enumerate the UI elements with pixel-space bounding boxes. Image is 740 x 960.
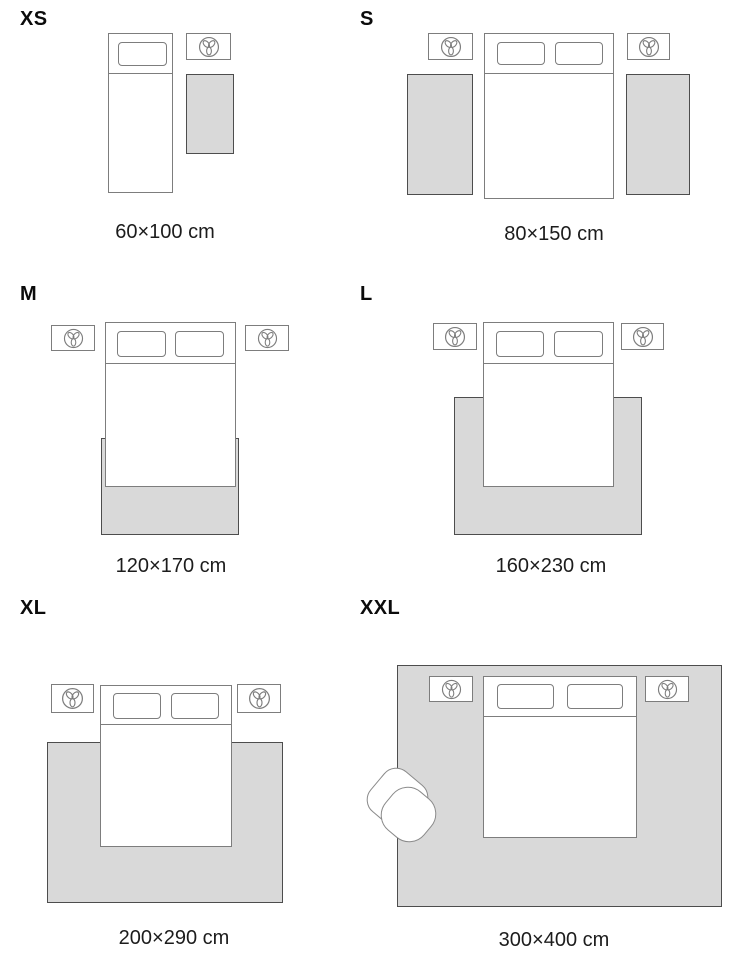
pillow [175,331,224,357]
pillow [117,331,166,357]
pillow [118,42,167,66]
pillow [555,42,603,65]
pillow [567,684,623,709]
plant-icon [257,328,278,349]
plant-icon [61,687,84,710]
nightstand-right [245,325,289,351]
bed-double [483,322,614,487]
size-label-xxl: XXL [360,597,401,619]
size-label-xs: XS [20,8,48,30]
pillow [171,693,219,719]
rug-left [407,74,473,195]
pillow [497,42,545,65]
dimension-caption-l: 160×230 cm [495,555,607,577]
nightstand-right [237,684,281,713]
plant-icon [440,36,462,58]
plant-icon [63,328,84,349]
plant-icon [248,687,271,710]
bed-double [484,33,614,199]
bed-double [483,676,637,838]
bed-double [105,322,236,487]
bed-double [100,685,232,847]
pillow [497,684,554,709]
dimension-caption-xxl: 300×400 cm [498,929,610,951]
dimension-caption-xl: 200×290 cm [118,927,230,949]
size-label-l: L [360,283,373,305]
rug-right [626,74,690,195]
dimension-caption-xs: 60×100 cm [115,221,215,243]
plant-icon [638,36,660,58]
pillow [113,693,161,719]
nightstand-right [645,676,689,702]
pillow [554,331,603,357]
size-label-m: M [20,283,38,305]
pillow [496,331,544,357]
nightstand-left [51,325,95,351]
dimension-caption-s: 80×150 cm [504,223,604,245]
plant-icon [198,36,220,58]
nightstand-left [428,33,473,60]
plant-icon [444,326,466,348]
nightstand-left [51,684,94,713]
nightstand-left [429,676,473,702]
plant-icon [632,326,654,348]
nightstand [186,33,231,60]
size-label-xl: XL [20,597,47,619]
plant-icon [441,679,462,700]
plant-icon [657,679,678,700]
dimension-caption-m: 120×170 cm [115,555,227,577]
bed-single [108,33,173,193]
size-label-s: S [360,8,374,30]
nightstand-right [627,33,670,60]
rug [186,74,234,154]
nightstand-right [621,323,664,350]
nightstand-left [433,323,477,350]
